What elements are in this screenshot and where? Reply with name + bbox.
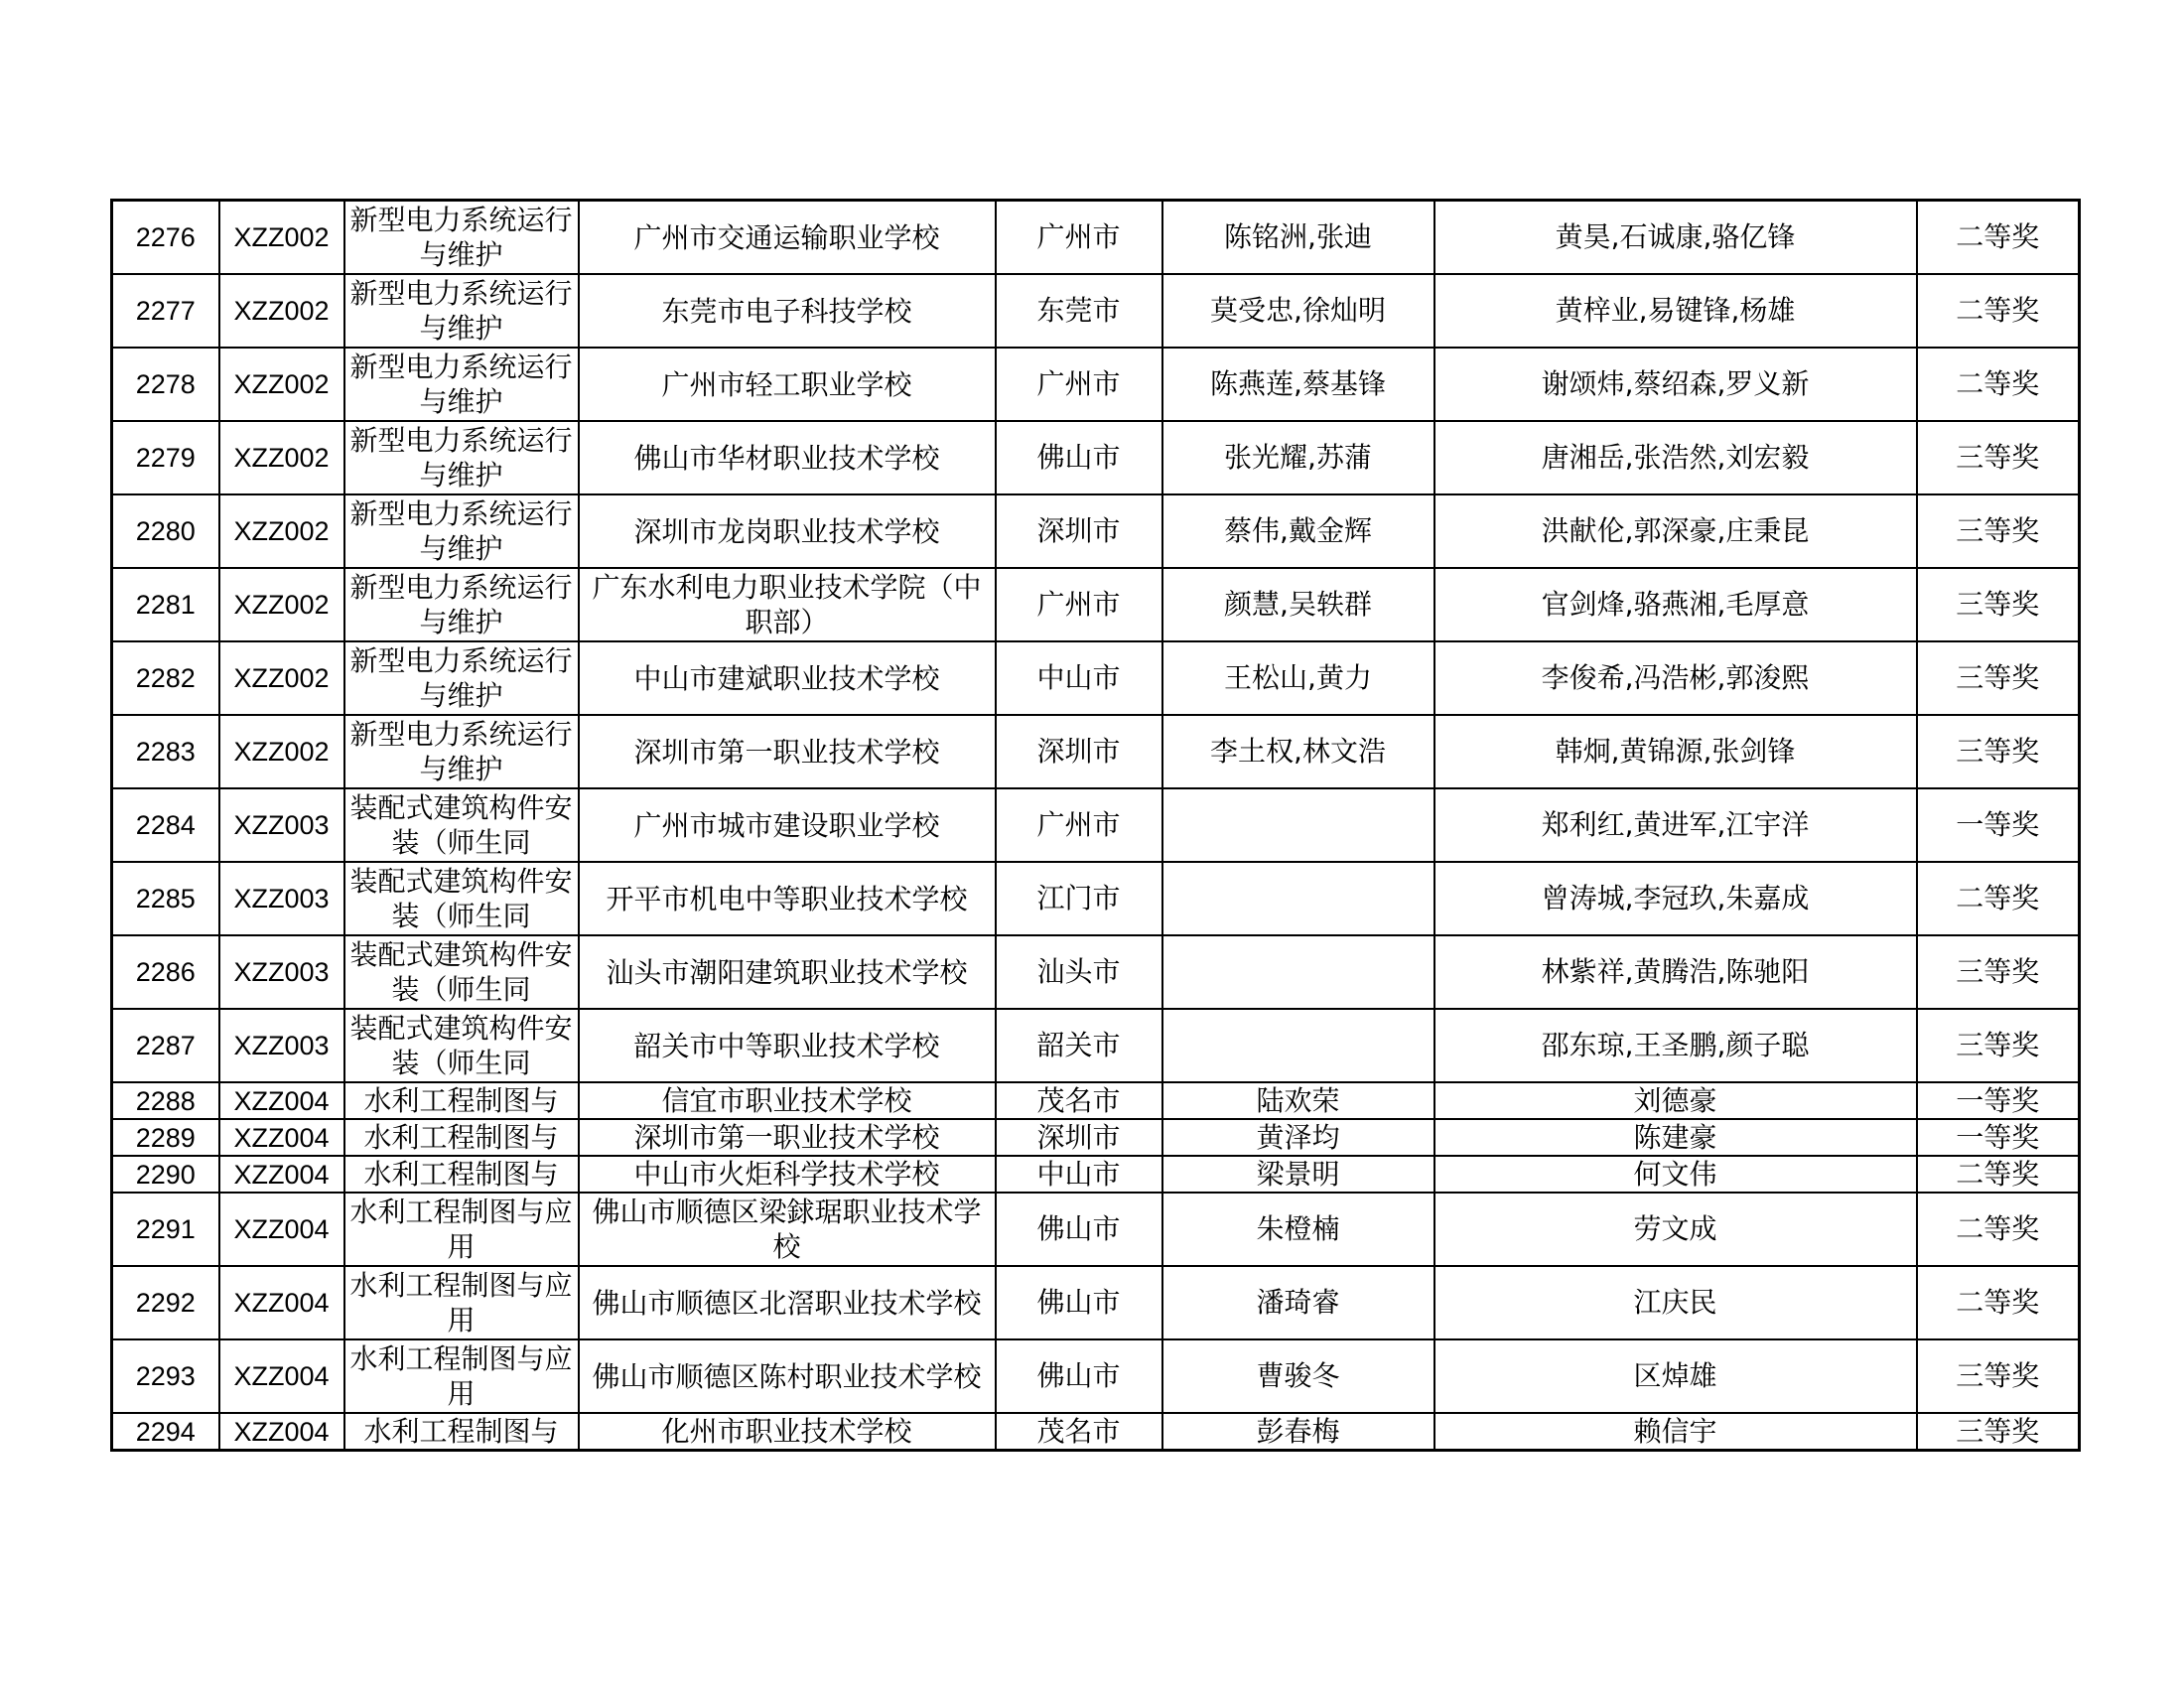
instructor-names: 张光耀,苏蒲 (1162, 421, 1434, 494)
table-row (112, 862, 2080, 935)
row-number: 2276 (112, 201, 219, 275)
award-level: 三等奖 (1917, 1413, 2080, 1451)
row-number: 2291 (112, 1193, 219, 1266)
instructor-names: 蔡伟,戴金辉 (1162, 494, 1434, 568)
instructor-names: 黄泽均 (1162, 1119, 1434, 1156)
row-number: 2279 (112, 421, 219, 494)
school-name: 汕头市潮阳建筑职业技术学校 (579, 935, 996, 1009)
table-row (112, 568, 2080, 641)
row-number: 2277 (112, 274, 219, 348)
city-name: 汕头市 (996, 935, 1162, 1009)
school-name: 深圳市第一职业技术学校 (579, 715, 996, 788)
instructor-names: 彭春梅 (1162, 1413, 1434, 1451)
row-number: 2283 (112, 715, 219, 788)
row-number: 2287 (112, 1009, 219, 1082)
table-row (112, 201, 2080, 275)
award-level: 二等奖 (1917, 1156, 2080, 1193)
table-row (112, 1413, 2080, 1451)
city-name: 深圳市 (996, 715, 1162, 788)
row-number: 2292 (112, 1266, 219, 1339)
city-name: 深圳市 (996, 1119, 1162, 1156)
student-names: 林紫祥,黄腾浩,陈驰阳 (1434, 935, 1917, 1009)
event-name: 装配式建筑构件安装（师生同 (344, 935, 579, 1009)
event-name: 水利工程制图与 (344, 1413, 579, 1451)
school-name: 深圳市龙岗职业技术学校 (579, 494, 996, 568)
event-name: 水利工程制图与应用 (344, 1266, 579, 1339)
event-name: 水利工程制图与 (344, 1119, 579, 1156)
school-name: 深圳市第一职业技术学校 (579, 1119, 996, 1156)
row-number: 2294 (112, 1413, 219, 1451)
table-row (112, 1266, 2080, 1339)
table-row (112, 1082, 2080, 1119)
student-names: 何文伟 (1434, 1156, 1917, 1193)
city-name: 广州市 (996, 568, 1162, 641)
student-names: 陈建豪 (1434, 1119, 1917, 1156)
instructor-names: 朱橙楠 (1162, 1193, 1434, 1266)
row-number: 2289 (112, 1119, 219, 1156)
event-code: XZZ003 (219, 935, 344, 1009)
table-row (112, 715, 2080, 788)
city-name: 中山市 (996, 641, 1162, 715)
row-number: 2288 (112, 1082, 219, 1119)
event-code: XZZ004 (219, 1119, 344, 1156)
table-row (112, 1339, 2080, 1413)
award-level: 二等奖 (1917, 201, 2080, 275)
school-name: 中山市火炬科学技术学校 (579, 1156, 996, 1193)
event-name: 新型电力系统运行与维护 (344, 715, 579, 788)
awards-table (110, 199, 2081, 1452)
student-names: 唐湘岳,张浩然,刘宏毅 (1434, 421, 1917, 494)
student-names: 韩炯,黄锦源,张剑锋 (1434, 715, 1917, 788)
school-name: 韶关市中等职业技术学校 (579, 1009, 996, 1082)
school-name: 中山市建斌职业技术学校 (579, 641, 996, 715)
city-name: 韶关市 (996, 1009, 1162, 1082)
school-name: 广州市轻工职业学校 (579, 348, 996, 421)
row-number: 2290 (112, 1156, 219, 1193)
event-code: XZZ004 (219, 1413, 344, 1451)
event-code: XZZ002 (219, 641, 344, 715)
table-row (112, 494, 2080, 568)
school-name: 广州市城市建设职业学校 (579, 788, 996, 862)
award-level: 三等奖 (1917, 1339, 2080, 1413)
table-row (112, 1009, 2080, 1082)
table-row (112, 274, 2080, 348)
row-number: 2284 (112, 788, 219, 862)
city-name: 佛山市 (996, 421, 1162, 494)
award-level: 二等奖 (1917, 862, 2080, 935)
event-code: XZZ002 (219, 494, 344, 568)
event-code: XZZ003 (219, 788, 344, 862)
student-names: 赖信宇 (1434, 1413, 1917, 1451)
city-name: 中山市 (996, 1156, 1162, 1193)
school-name: 化州市职业技术学校 (579, 1413, 996, 1451)
instructor-names: 梁景明 (1162, 1156, 1434, 1193)
student-names: 洪献伦,郭深豪,庄秉昆 (1434, 494, 1917, 568)
student-names: 官剑烽,骆燕湘,毛厚意 (1434, 568, 1917, 641)
row-number: 2278 (112, 348, 219, 421)
event-name: 水利工程制图与 (344, 1156, 579, 1193)
row-number: 2285 (112, 862, 219, 935)
award-level: 三等奖 (1917, 641, 2080, 715)
award-level: 二等奖 (1917, 348, 2080, 421)
table-body (112, 201, 2080, 1451)
table-row (112, 1156, 2080, 1193)
table-row (112, 1119, 2080, 1156)
event-name: 装配式建筑构件安装（师生同 (344, 862, 579, 935)
award-level: 三等奖 (1917, 568, 2080, 641)
award-level: 三等奖 (1917, 935, 2080, 1009)
event-name: 新型电力系统运行与维护 (344, 494, 579, 568)
event-name: 水利工程制图与 (344, 1082, 579, 1119)
instructor-names: 陈铭洲,张迪 (1162, 201, 1434, 275)
event-name: 新型电力系统运行与维护 (344, 201, 579, 275)
school-name: 佛山市华材职业技术学校 (579, 421, 996, 494)
table-row (112, 788, 2080, 862)
event-code: XZZ002 (219, 568, 344, 641)
school-name: 信宜市职业技术学校 (579, 1082, 996, 1119)
event-code: XZZ004 (219, 1082, 344, 1119)
event-code: XZZ004 (219, 1193, 344, 1266)
row-number: 2280 (112, 494, 219, 568)
instructor-names: 陈燕莲,蔡基锋 (1162, 348, 1434, 421)
city-name: 广州市 (996, 348, 1162, 421)
table-row (112, 421, 2080, 494)
student-names: 劳文成 (1434, 1193, 1917, 1266)
event-code: XZZ004 (219, 1339, 344, 1413)
event-name: 装配式建筑构件安装（师生同 (344, 1009, 579, 1082)
event-name: 新型电力系统运行与维护 (344, 274, 579, 348)
event-name: 新型电力系统运行与维护 (344, 421, 579, 494)
event-code: XZZ004 (219, 1266, 344, 1339)
table-row (112, 935, 2080, 1009)
event-code: XZZ002 (219, 274, 344, 348)
student-names: 邵东琼,王圣鹏,颜子聪 (1434, 1009, 1917, 1082)
student-names: 区焯雄 (1434, 1339, 1917, 1413)
event-code: XZZ002 (219, 201, 344, 275)
award-level: 三等奖 (1917, 494, 2080, 568)
table-row (112, 1193, 2080, 1266)
table-row (112, 641, 2080, 715)
city-name: 江门市 (996, 862, 1162, 935)
event-name: 装配式建筑构件安装（师生同 (344, 788, 579, 862)
city-name: 东莞市 (996, 274, 1162, 348)
award-level: 二等奖 (1917, 1266, 2080, 1339)
instructor-names (1162, 862, 1434, 935)
instructor-names: 陆欢荣 (1162, 1082, 1434, 1119)
student-names: 李俊希,冯浩彬,郭浚熙 (1434, 641, 1917, 715)
award-level: 三等奖 (1917, 421, 2080, 494)
award-level: 三等奖 (1917, 715, 2080, 788)
event-code: XZZ003 (219, 1009, 344, 1082)
instructor-names (1162, 1009, 1434, 1082)
award-level: 二等奖 (1917, 274, 2080, 348)
award-level: 一等奖 (1917, 1082, 2080, 1119)
award-level: 三等奖 (1917, 1009, 2080, 1082)
school-name: 佛山市顺德区梁銶琚职业技术学校 (579, 1193, 996, 1266)
event-name: 新型电力系统运行与维护 (344, 641, 579, 715)
instructor-names (1162, 788, 1434, 862)
school-name: 广州市交通运输职业学校 (579, 201, 996, 275)
student-names: 黄昊,石诚康,骆亿锋 (1434, 201, 1917, 275)
city-name: 佛山市 (996, 1193, 1162, 1266)
event-code: XZZ002 (219, 715, 344, 788)
instructor-names: 莫受忠,徐灿明 (1162, 274, 1434, 348)
student-names: 江庆民 (1434, 1266, 1917, 1339)
instructor-names: 李土权,林文浩 (1162, 715, 1434, 788)
school-name: 佛山市顺德区北滘职业技术学校 (579, 1266, 996, 1339)
award-level: 一等奖 (1917, 1119, 2080, 1156)
event-code: XZZ003 (219, 862, 344, 935)
city-name: 广州市 (996, 788, 1162, 862)
instructor-names: 潘琦睿 (1162, 1266, 1434, 1339)
student-names: 曾涛城,李冠玖,朱嘉成 (1434, 862, 1917, 935)
student-names: 郑利红,黄进军,江宇洋 (1434, 788, 1917, 862)
city-name: 茂名市 (996, 1082, 1162, 1119)
event-name: 新型电力系统运行与维护 (344, 568, 579, 641)
row-number: 2281 (112, 568, 219, 641)
school-name: 东莞市电子科技学校 (579, 274, 996, 348)
event-code: XZZ002 (219, 348, 344, 421)
city-name: 佛山市 (996, 1266, 1162, 1339)
school-name: 佛山市顺德区陈村职业技术学校 (579, 1339, 996, 1413)
school-name: 开平市机电中等职业技术学校 (579, 862, 996, 935)
instructor-names: 曹骏冬 (1162, 1339, 1434, 1413)
event-name: 水利工程制图与应用 (344, 1339, 579, 1413)
row-number: 2282 (112, 641, 219, 715)
row-number: 2293 (112, 1339, 219, 1413)
award-level: 二等奖 (1917, 1193, 2080, 1266)
city-name: 广州市 (996, 201, 1162, 275)
event-name: 新型电力系统运行与维护 (344, 348, 579, 421)
row-number: 2286 (112, 935, 219, 1009)
instructor-names: 颜慧,吴轶群 (1162, 568, 1434, 641)
event-name: 水利工程制图与应用 (344, 1193, 579, 1266)
award-level: 一等奖 (1917, 788, 2080, 862)
table-row (112, 348, 2080, 421)
event-code: XZZ002 (219, 421, 344, 494)
student-names: 黄梓业,易键锋,杨雄 (1434, 274, 1917, 348)
city-name: 深圳市 (996, 494, 1162, 568)
student-names: 谢颂炜,蔡绍森,罗义新 (1434, 348, 1917, 421)
event-code: XZZ004 (219, 1156, 344, 1193)
instructor-names (1162, 935, 1434, 1009)
city-name: 茂名市 (996, 1413, 1162, 1451)
city-name: 佛山市 (996, 1339, 1162, 1413)
school-name: 广东水利电力职业技术学院（中职部） (579, 568, 996, 641)
instructor-names: 王松山,黄力 (1162, 641, 1434, 715)
student-names: 刘德豪 (1434, 1082, 1917, 1119)
